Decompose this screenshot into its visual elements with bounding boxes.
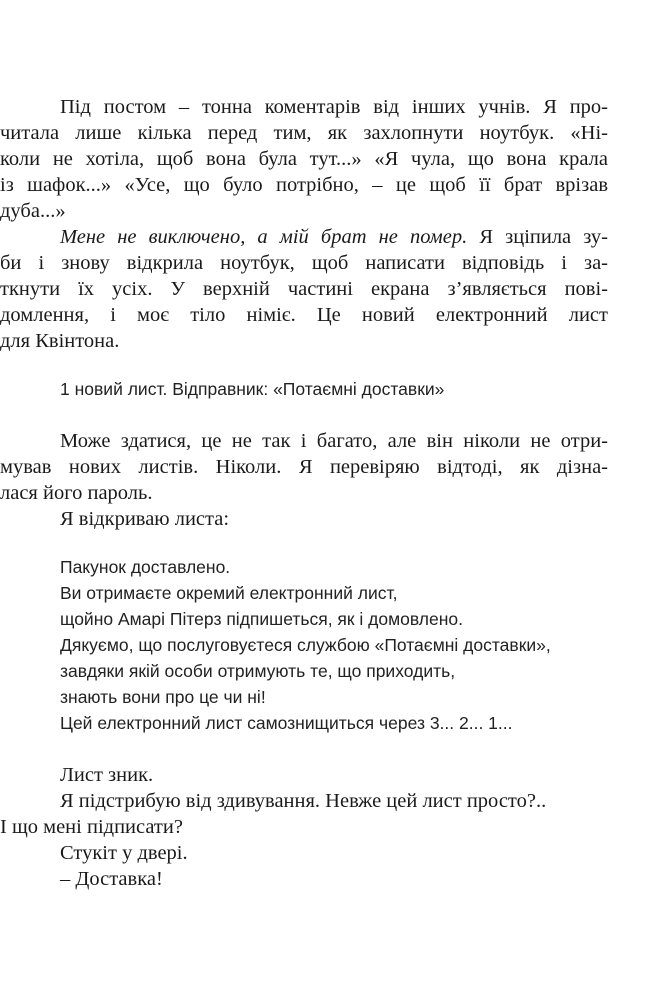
text-line: домлення, і моє тіло німіє. Це новий електронний лист	[0, 304, 608, 326]
email-line: Цей електронний лист самознищиться через 3... 2... 1...	[60, 713, 513, 733]
email-line: Дякуємо, що послуговуєтеся службою «Потаємні доставки»,	[60, 635, 551, 655]
email-line: Ви отримаєте окремий електронний лист,	[60, 583, 398, 603]
spacer	[60, 532, 608, 554]
email-line: знають вони про це чи ні!	[60, 687, 266, 707]
text-line: із шафок...» «Усе, що було потрібно, – це щоб її брат врізав	[0, 174, 608, 196]
text-span: Я зціпила зу-	[467, 226, 608, 248]
text-line: Я відкриваю листа:	[60, 508, 230, 530]
email-notification	[60, 376, 608, 402]
spacer	[60, 354, 608, 376]
text-line	[60, 224, 608, 250]
book-page	[0, 94, 608, 892]
text-line: Я підстрибую від здивування. Невже цей лист просто?..	[60, 790, 547, 812]
spacer	[60, 402, 608, 428]
text-line: для Квінтона.	[0, 330, 120, 352]
text-line: ткнути їх усіх. У верхній частині екрана з’являється пові-	[0, 278, 608, 300]
paragraph-open-letter	[60, 506, 608, 532]
paragraph-comments	[0, 94, 608, 224]
email-line: завдяки якій особи отримують те, що приходить,	[60, 661, 456, 681]
text-line: читала лише кілька перед тим, як захлопнути ноутбук. «Ні-	[0, 122, 608, 144]
email-line: Пакунок доставлено.	[60, 557, 231, 577]
text-line	[60, 94, 608, 120]
text-span: Під постом – тонна коментарів від інших учнів. Я про-	[60, 96, 608, 118]
paragraph-reaction	[0, 224, 608, 354]
paragraph-closing	[0, 762, 608, 892]
email-line: щойно Амарі Пітерз підпишеться, як і домовлено.	[60, 609, 463, 629]
text-line: Стукіт у двері.	[60, 842, 188, 864]
text-line: Може здатися, це не так і багато, але він ніколи не отри-	[60, 430, 608, 452]
paragraph-never-received	[0, 428, 608, 506]
italic-thought: Мене не виключено, а мій брат не помер.	[60, 226, 468, 248]
text-line: коли не хотіла, щоб вона була тут...» «Я чула, що вона крала	[0, 148, 608, 170]
text-line: І що мені підписати?	[0, 816, 183, 838]
text-line: мував нових листів. Ніколи. Я перевіряю відтоді, як дізна-	[0, 456, 608, 478]
text-line: дуба...»	[0, 200, 66, 222]
email-body	[60, 554, 608, 736]
spacer	[60, 736, 608, 762]
text-line: Лист зник.	[60, 764, 154, 786]
text-line: лася його пароль.	[0, 482, 153, 504]
notification-text: 1 новий лист. Відправник: «Потаємні доставки»	[60, 379, 445, 399]
text-line: би і знову відкрила ноутбук, щоб написати відповідь і за-	[0, 252, 608, 274]
text-line: – Доставка!	[60, 868, 163, 890]
